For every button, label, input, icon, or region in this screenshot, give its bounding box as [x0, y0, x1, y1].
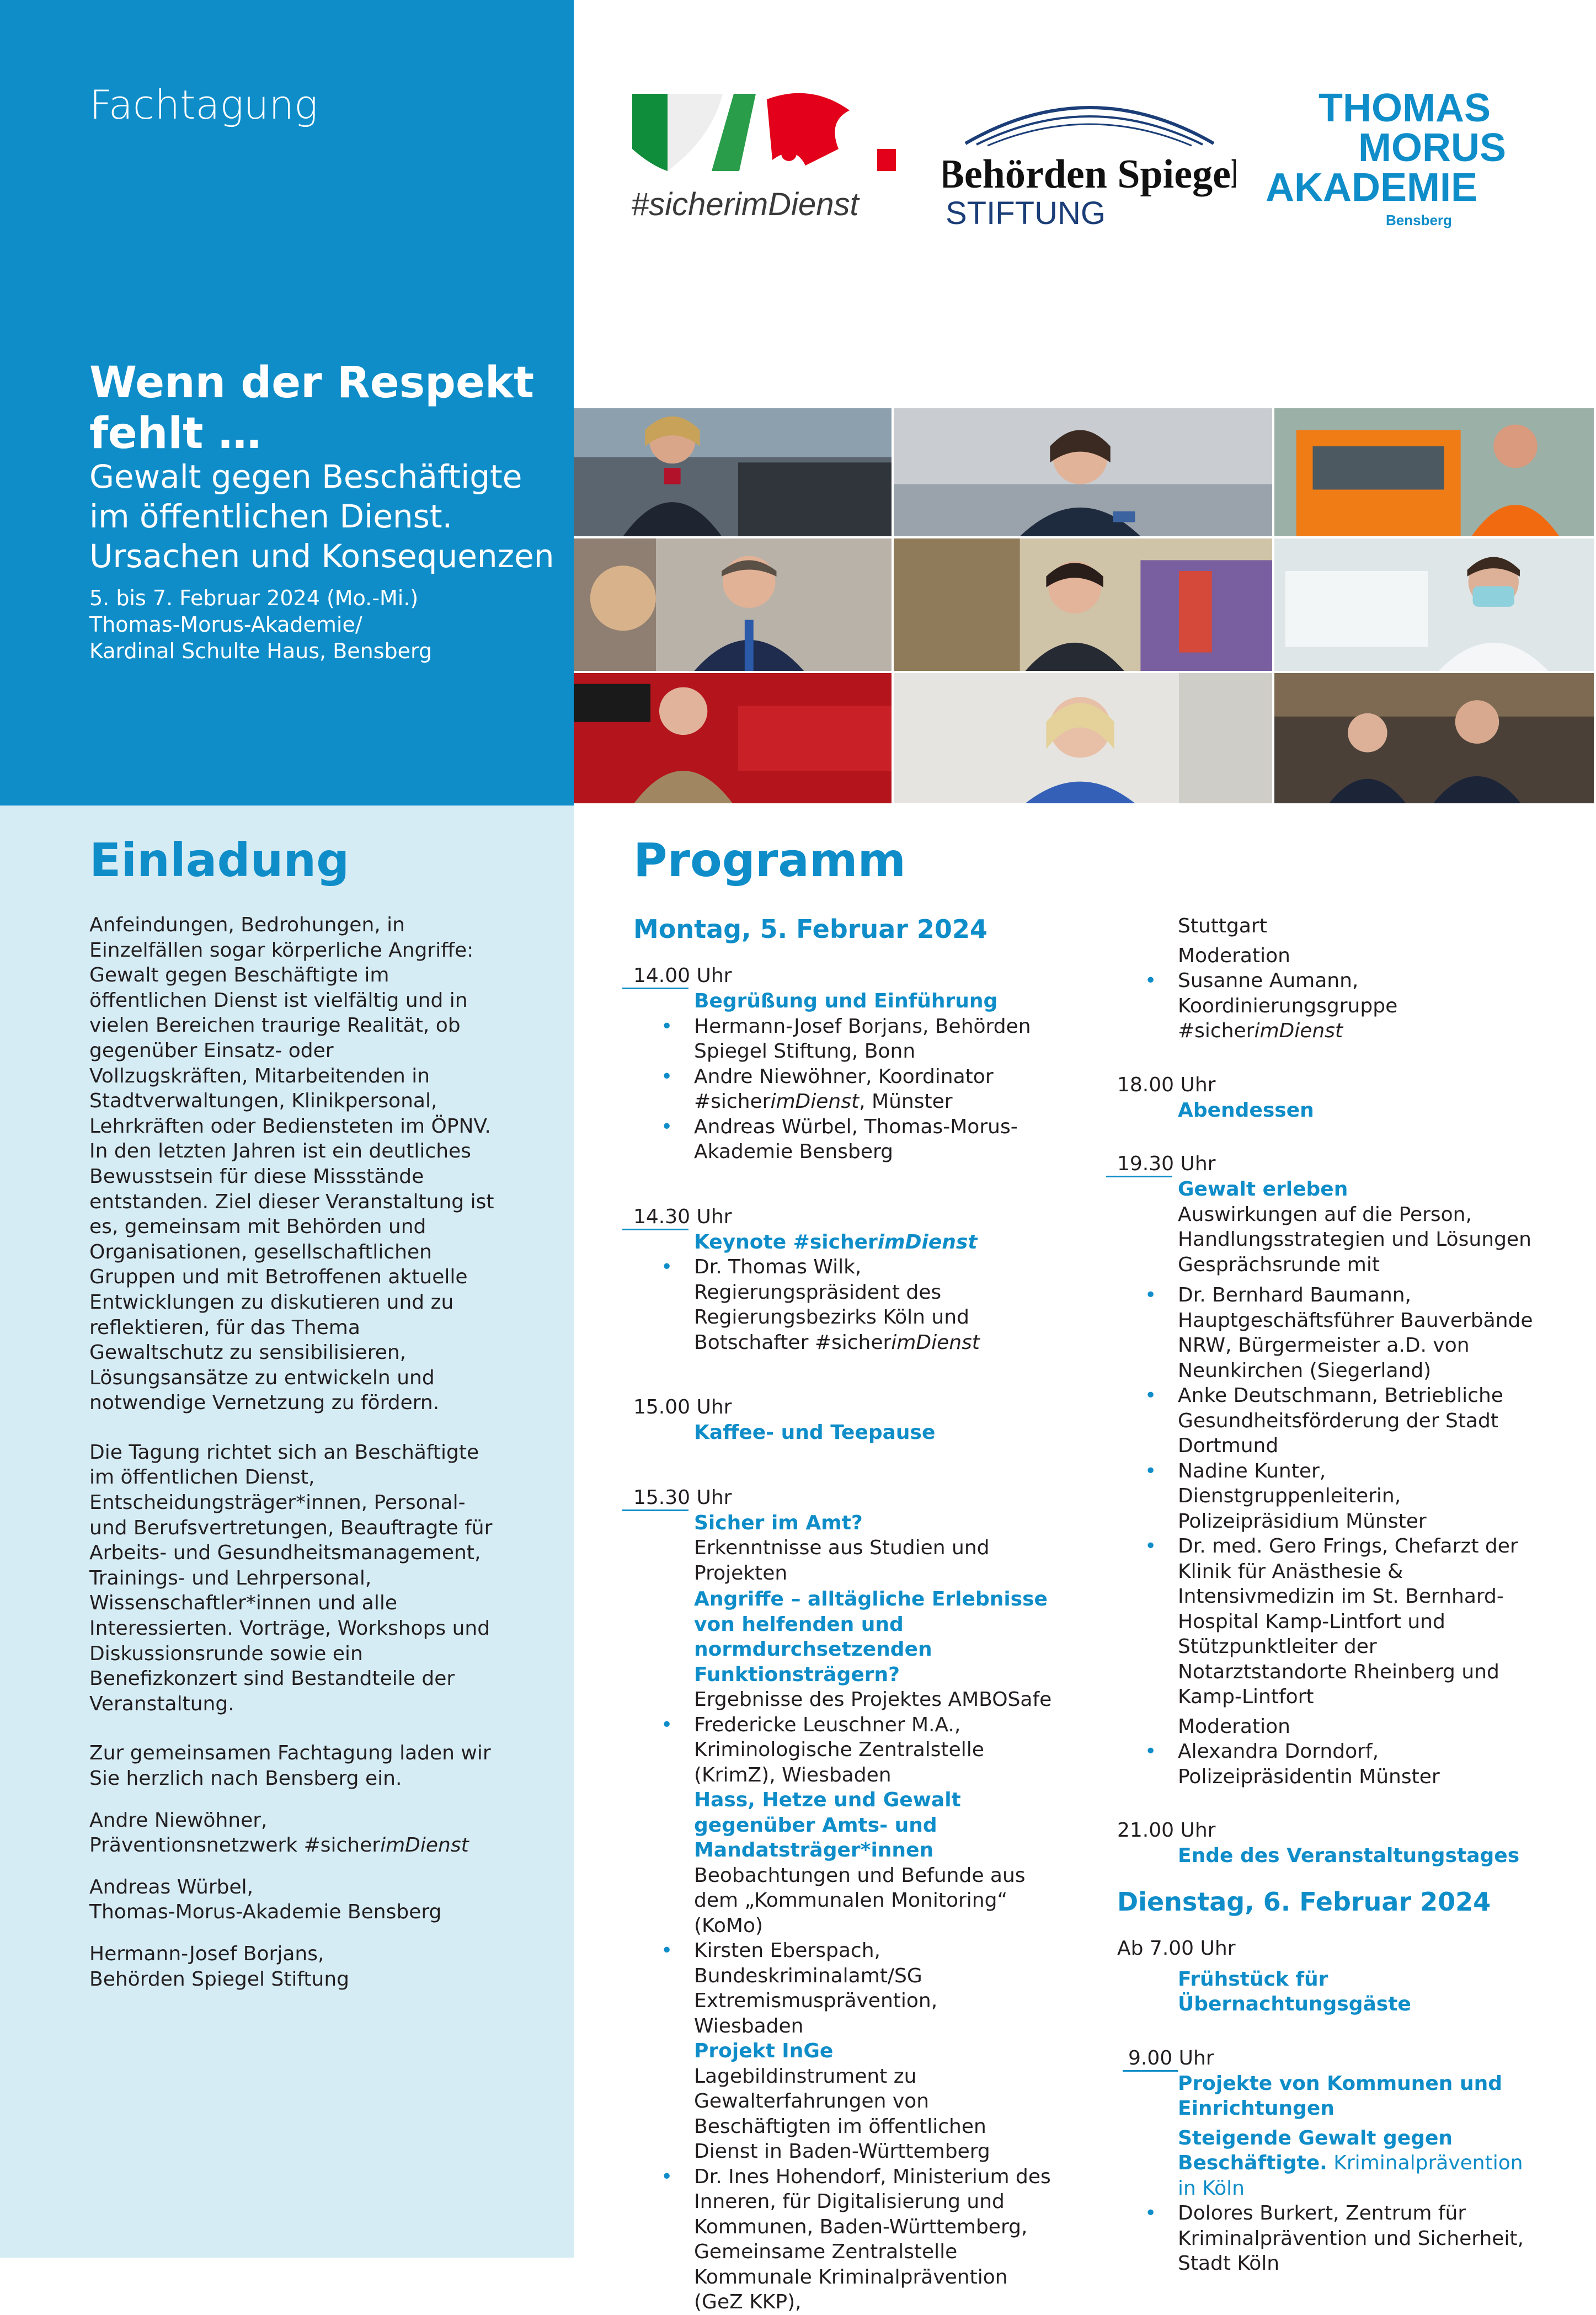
time-underline — [622, 1509, 688, 1511]
logo-bs-name: Behörden Spiegel — [943, 152, 1236, 197]
invitation-body — [89, 913, 498, 2008]
session-title: Gewalt erleben — [1178, 1178, 1348, 1201]
logo-sicherimdienst-text: #sicherimDienst — [631, 186, 859, 221]
police-officer-photo — [894, 408, 1274, 538]
logo-green-shape — [632, 94, 668, 171]
speaker-list — [1117, 1283, 1536, 1710]
programme-column-1 — [633, 914, 1053, 2315]
speaker-list — [633, 1713, 1053, 1788]
speaker-list — [633, 1938, 1053, 2039]
time-slot: 18.00 Uhr — [1117, 1073, 1216, 1096]
session-text: Auswirkungen auf die Person, Handlungsstrategien und Lösungen Gesprächsrunde mit — [1178, 1203, 1531, 1276]
medic-masked-photo — [1274, 538, 1596, 673]
moderation-label: Moderation — [1178, 1715, 1290, 1738]
signature-name: Andreas Würbel, — [89, 1875, 254, 1898]
event-subtitle: Gewalt gegen Beschäftigte im öffentlichen Dienst. Ursachen und Konsequenzen — [89, 458, 554, 575]
session-title: Sicher im Amt? — [694, 1511, 863, 1534]
event-venue-line2: Kardinal Schulte Haus, Bensberg — [89, 639, 433, 663]
time-underline — [622, 1229, 688, 1230]
speaker-item: • Andre Niewöhner, Koordinator #sicherimDienst, Münster — [694, 1064, 1053, 1114]
speaker-item: • Dolores Burkert, Zentrum für Kriminalprävention und Sicherheit, Stadt Köln — [1178, 2201, 1536, 2276]
invitation-paragraph-3: Zur gemeinsamen Fachtagung laden wir Sie herzlich nach Bensberg ein. — [89, 1742, 491, 1790]
day-heading-tuesday: Dienstag, 6. Februar 2024 — [1117, 1886, 1491, 1917]
time-slot: 15.00 Uhr — [633, 1396, 732, 1418]
session-title: Begrüßung und Einführung — [694, 990, 998, 1012]
programme-column-2 — [1117, 914, 1536, 2276]
politician-photo — [574, 538, 894, 673]
logo-tma-line2: MORUS — [1358, 126, 1506, 170]
logo-bs-sub: STIFTUNG — [946, 195, 1106, 231]
speaker-item: • Andreas Würbel, Thomas-Morus-Akademie Bensberg — [694, 1114, 1053, 1165]
time-underline — [1123, 2070, 1178, 2072]
speaker-item: • Hermann-Josef Borjans, Behörden Spiegel Stiftung, Bonn — [694, 1014, 1053, 1064]
road-worker-photo — [1274, 408, 1596, 538]
logo-tma-line3: AKADEMIE — [1266, 166, 1478, 210]
session-title: Steigende Gewalt gegen Beschäftigte. Kriminalprävention in Köln — [1178, 2126, 1523, 2200]
speaker-item: • Dr. Ines Hohendorf, Ministerium des Inneren, für Digitalisierung und Kommunen, Baden-Württemberg, Gemeinsame Zentralstelle Kommunale Kriminalprävention (GeZ KKP), — [694, 2164, 1053, 2315]
session-text: Ergebnisse des Projektes AMBOSafe — [694, 1688, 1052, 1711]
signature-org: Präventionsnetzwerk #sicherimDienst — [89, 1834, 469, 1857]
signature-name: Hermann-Josef Borjans, — [89, 1942, 324, 1965]
invitation-paragraph-2: Die Tagung richtet sich an Beschäftigte im öffentlichen Dienst, Entscheidungsträger*innen, Personal- und Berufsvertretungen, Beauftragte für Arbeits- und Gesundheitsmanagement, Trainings- und Lehrpersonal, Wissenschaftler*innen und alle Interessierten. Vorträge, Workshops und Diskussionsrunde sowie ein Benefizkonzert sind Bestandteile der Veranstaltung. — [89, 1441, 493, 1715]
session-text: Erkenntnisse aus Studien und Projekten — [694, 1537, 990, 1585]
session-title: Ende des Veranstaltungstages — [1178, 1844, 1520, 1867]
session-title: Abendessen — [1178, 1098, 1314, 1122]
time-slot: 21.00 Uhr — [1117, 1819, 1216, 1842]
event-title: Wenn der Respekt fehlt … — [89, 358, 535, 458]
logo-red-block — [877, 149, 896, 171]
logo-horse-shape — [767, 93, 850, 166]
speaker-list — [633, 1255, 1053, 1355]
moderator-item: • Alexandra Dorndorf, Polizeipräsidentin Münster — [1178, 1739, 1536, 1789]
session-title: Kaffee- und Teepause — [694, 1421, 936, 1444]
invitation-heading: Einladung — [89, 833, 350, 887]
event-type-label: Fachtagung — [89, 82, 318, 128]
logo-rose-icon — [781, 146, 797, 161]
moderator-list — [1117, 968, 1536, 1044]
speaker-list — [1117, 2201, 1536, 2276]
thomas-morus-akademie-logo — [1263, 83, 1517, 232]
session-title: Keynote #sicherimDienst — [694, 1230, 978, 1253]
time-slot: 9.00 Uhr — [1117, 2046, 1536, 2071]
programme-heading: Programm — [633, 833, 906, 887]
time-underline — [1106, 1176, 1172, 1177]
session-title: Projekt InGe — [694, 2040, 834, 2062]
logo-arch-icon — [965, 108, 1214, 143]
logo-white-shape — [668, 94, 723, 171]
behoerden-spiegel-stiftung-logo — [943, 83, 1236, 232]
session-text: Beobachtungen und Befunde aus dem „Kommunalen Monitoring“ (KoMo) — [694, 1864, 1026, 1937]
speaker-item: • Kirsten Eberspach, Bundeskriminalamt/SG Extremismusprävention, Wiesbaden — [694, 1938, 1053, 2039]
session-title: Hass, Hetze und Gewalt gegenüber Amts- und Mandatsträger*innen — [694, 1789, 961, 1861]
time-underline — [622, 988, 688, 989]
administrator-photo — [894, 673, 1274, 806]
signature-niewoehner — [89, 1808, 498, 1858]
moderation-label: Moderation — [1178, 944, 1290, 967]
speaker-list — [633, 1014, 1053, 1165]
speaker-list — [633, 2164, 1053, 2315]
speaker-continuation: Stuttgart — [1178, 915, 1267, 937]
logo-tma-line1: THOMAS — [1319, 86, 1491, 130]
signature-org: Behörden Spiegel Stiftung — [89, 1967, 350, 1991]
photo-grid — [574, 408, 1596, 806]
speaker-item: • Nadine Kunter, Dienstgruppenleiterin, Polizeipräsidium Münster — [1178, 1459, 1536, 1534]
sicherimdienst-logo — [629, 88, 899, 221]
invitation-paragraph-1: Anfeindungen, Bedrohungen, in Einzelfällen sogar körperliche Angriffe: Gewalt gegen Beschäftigte im öffentlichen Dienst ist vielfältig und in vielen Bereichen traurige Realität, ob gegenüber Einsatz- oder Vollzugskräften, Mitarbeitenden in Stadtverwaltungen, Klinikpersonal, Lehrkräften oder Bediensteten im ÖPNV. In den letzten Jahren ist ein deutliches Bewusstsein für diese Missstände entstanden. Ziel dieser Veranstaltung ist es, gemeinsam mit Behörden und Organisationen, gesellschaftlichen Gruppen und mit Betroffenen aktuelle Entwicklungen zu diskutieren und zu reflektieren, für das Thema Gewaltschutz zu sensibilisieren, Lösungsansätze zu entwickeln und notwendige Vernetzung zu fördern. — [89, 914, 494, 1415]
event-venue-line1: Thomas-Morus-Akademie/ — [89, 612, 362, 637]
moderator-list — [1117, 1739, 1536, 1789]
session-text: Lagebildinstrument zu Gewalterfahrungen von Beschäftigten im öffentlichen Dienst in Baden-Württemberg — [694, 2065, 990, 2163]
speaker-item: • Fredericke Leuschner M.A., Kriminologische Zentralstelle (KrimZ), Wiesbaden — [694, 1713, 1053, 1788]
session-title: Frühstück für Übernachtungsgäste — [1178, 1967, 1411, 2015]
time-slot: 14.00 Uhr — [633, 963, 1053, 989]
session-title: Angriffe – alltägliche Erlebnisse von helfenden und normdurchsetzenden Funktionsträgern? — [694, 1588, 1048, 1686]
logo-tma-line4: Bensberg — [1386, 212, 1452, 228]
speaker-item: • Dr. Thomas Wilk, Regierungspräsident des Regierungsbezirks Köln und Botschafter #sicherimDienst — [694, 1255, 1053, 1355]
speaker-item: • Dr. med. Gero Frings, Chefarzt der Klinik für Anästhesie & Intensivmedizin im St. Bernhard-Hospital Kamp-Lintfort und Stützpunktleiter der Notarztstandorte Rheinberg und Kamp-Lintfort — [1178, 1534, 1536, 1710]
signature-wuerbel — [89, 1875, 498, 1925]
signature-borjans — [89, 1941, 498, 1992]
event-meta — [89, 585, 564, 664]
moderator-item: • Susanne Aumann, Koordinierungsgruppe #sicherimDienst — [1178, 968, 1536, 1044]
time-slot: Ab 7.00 Uhr — [1117, 1937, 1236, 1960]
security-staff-photo — [1274, 673, 1596, 806]
teacher-photo — [894, 538, 1274, 673]
speaker-item: • Anke Deutschmann, Betriebliche Gesundheitsförderung der Stadt Dortmund — [1178, 1383, 1536, 1459]
event-date: 5. bis 7. Februar 2024 (Mo.-Mi.) — [89, 586, 419, 610]
day-heading-monday: Montag, 5. Februar 2024 — [633, 914, 988, 944]
time-slot: 14.30 Uhr — [633, 1204, 1053, 1230]
signature-org: Thomas-Morus-Akademie Bensberg — [89, 1901, 442, 1924]
session-title: Projekte von Kommunen und Einrichtungen — [1178, 2072, 1502, 2120]
time-slot: 15.30 Uhr — [633, 1485, 1053, 1511]
speaker-item: • Dr. Bernhard Baumann, Hauptgeschäftsführer Bauverbände NRW, Bürgermeister a.D. von Neunkirchen (Siegerland) — [1178, 1283, 1536, 1383]
signature-name: Andre Niewöhner, — [89, 1809, 268, 1832]
time-slot: 19.30 Uhr — [1117, 1151, 1536, 1177]
bus-driver-photo — [574, 408, 894, 538]
firefighter-photo — [574, 673, 894, 806]
